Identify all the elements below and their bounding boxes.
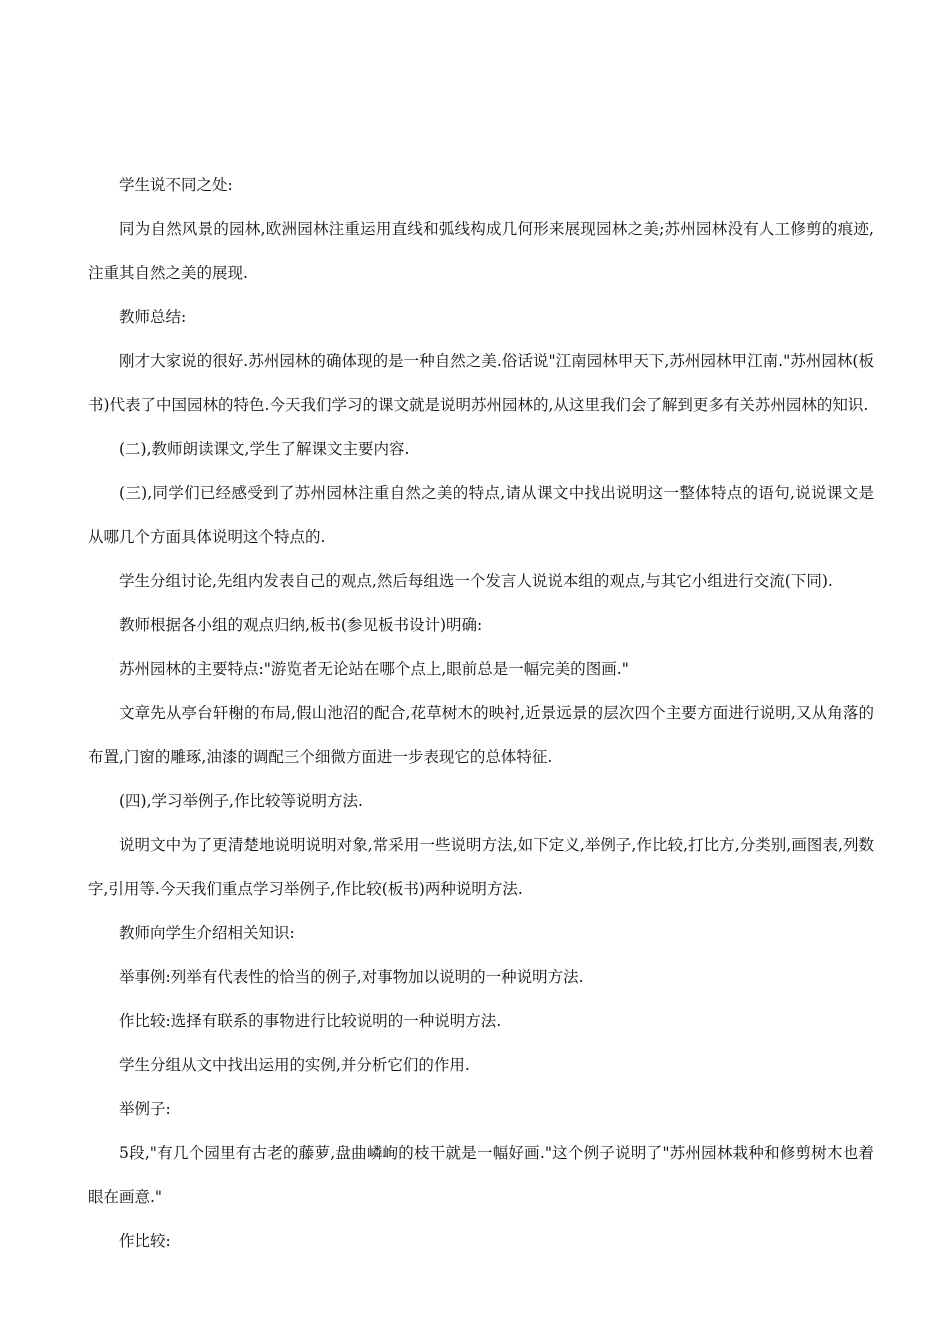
paragraph: 苏州园林的主要特点:"游览者无论站在哪个点上,眼前总是一幅完美的图画." <box>119 660 629 678</box>
paragraph: 作比较:选择有联系的事物进行比较说明的一种说明方法. <box>119 1012 502 1030</box>
paragraph: 学生说不同之处: <box>119 176 233 194</box>
paragraph: 作比较: <box>119 1232 171 1250</box>
paragraph: 5段,"有几个园里有古老的藤萝,盘曲嶙峋的枝干就是一幅好画."这个例子说明了"苏州园林栽种和修剪树木也着眼在画意." <box>88 1144 874 1206</box>
paragraph: 举例子: <box>119 1100 171 1118</box>
paragraph: 举事例:列举有代表性的恰当的例子,对事物加以说明的一种说明方法. <box>119 968 584 986</box>
paragraph: 学生分组讨论,先组内发表自己的观点,然后每组选一个发言人说说本组的观点,与其它小组进行交流(下同). <box>119 572 833 590</box>
paragraph: 文章先从亭台轩榭的布局,假山池沼的配合,花草树木的映衬,近景远景的层次四个主要方面进行说明,又从角落的布置,门窗的雕琢,油漆的调配三个细微方面进一步表现它的总体特征. <box>88 704 874 766</box>
paragraph: 同为自然风景的园林,欧洲园林注重运用直线和弧线构成几何形来展现园林之美;苏州园林没有人工修剪的痕迹,注重其自然之美的展现. <box>88 220 874 282</box>
paragraph: 教师根据各小组的观点归纳,板书(参见板书设计)明确: <box>119 616 483 634</box>
document-body <box>88 163 874 1263</box>
paragraph: 教师向学生介绍相关知识: <box>119 924 295 942</box>
paragraph: 学生分组从文中找出运用的实例,并分析它们的作用. <box>119 1056 470 1074</box>
paragraph: 说明文中为了更清楚地说明说明对象,常采用一些说明方法,如下定义,举例子,作比较,打比方,分类别,画图表,列数字,引用等.今天我们重点学习举例子,作比较(板书)两种说明方法. <box>88 836 874 898</box>
paragraph: 教师总结: <box>119 308 187 326</box>
paragraph: (四),学习举例子,作比较等说明方法. <box>119 792 363 810</box>
paragraph: (二),教师朗读课文,学生了解课文主要内容. <box>119 440 410 458</box>
paragraph: 刚才大家说的很好.苏州园林的确体现的是一种自然之美.俗话说"江南园林甲天下,苏州园林甲江南."苏州园林(板书)代表了中国园林的特色.今天我们学习的课文就是说明苏州园林的,从这里我们会了解到更多有关苏州园林的知识. <box>88 352 874 414</box>
paragraph: (三),同学们已经感受到了苏州园林注重自然之美的特点,请从课文中找出说明这一整体特点的语句,说说课文是从哪几个方面具体说明这个特点的. <box>88 484 874 546</box>
